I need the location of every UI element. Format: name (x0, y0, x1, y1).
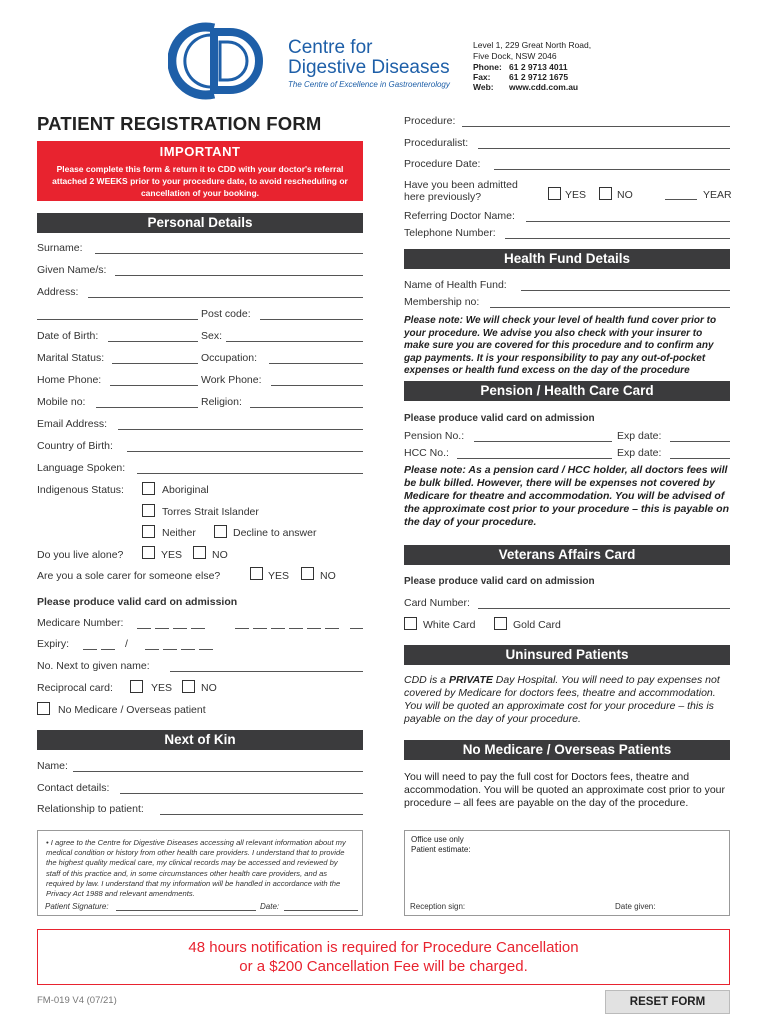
occupation-label: Occupation: (201, 352, 258, 364)
country-field[interactable] (127, 440, 363, 452)
surname-label: Surname: (37, 242, 83, 254)
sole-carer-yes-checkbox[interactable] (250, 567, 263, 580)
neither-label: Neither (162, 527, 196, 539)
reciprocal-no-checkbox[interactable] (182, 680, 195, 693)
surname-field[interactable] (95, 242, 363, 254)
consent-date-field[interactable] (284, 901, 358, 911)
religion-label: Religion: (201, 396, 242, 408)
uninsured-text: CDD is a PRIVATE Day Hospital. You will need to pay expenses not covered by Medicare for doctors fees, theatre and accommodation. You will be quoted an approximate cost for your procedure – this is payable on the day of your procedure. (404, 674, 720, 725)
membership-field[interactable] (490, 296, 730, 308)
live-alone-yes-label: YES (161, 549, 183, 561)
hcc-exp-label: Exp date: (617, 447, 662, 459)
health-fund-note: Please note: We will check your level of health fund cover prior to your procedure. We advise you also check with your insurer to make sure you are covered for this procedure and to confirm any gap payments. It is your responsibility to pay any out-of-pocket expenses or health fund excess on the day of the procedure (404, 315, 717, 376)
pension-no-label: Pension No.: (404, 430, 465, 442)
reciprocal-no-label: NO (201, 682, 217, 694)
sex-field[interactable] (226, 330, 363, 342)
expiry-month-2[interactable] (101, 638, 115, 650)
medicare-digit-6[interactable] (253, 617, 267, 629)
telephone-label: Telephone Number: (404, 227, 496, 239)
home-phone-field[interactable] (110, 374, 198, 386)
telephone-field[interactable] (505, 227, 730, 239)
dob-label: Date of Birth: (37, 330, 99, 342)
reciprocal-label: Reciprocal card: (37, 682, 113, 694)
sole-carer-no-label: NO (320, 570, 336, 582)
kin-relationship-field[interactable] (160, 803, 363, 815)
decline-label: Decline to answer (233, 527, 317, 539)
privacy-consent-box: • I agree to the Centre for Digestive Diseases accessing all relevant information about my medical condition or history from other health care providers. I understand that to provide the highest quality medical care, my clinical records may be accessed and reviewed by staff of this practice and, in some circumstances other health care providers, and as required by law. I understand that my information will be handled in accordance with the Privacy Act 1988 and relevant amendments. (37, 830, 363, 916)
admitted-year-field[interactable] (665, 188, 697, 200)
referring-doctor-label: Referring Doctor Name: (404, 210, 515, 222)
no-medicare-checkbox[interactable] (37, 702, 50, 715)
admitted-question: Have you been admitted (404, 179, 518, 191)
date-given-label: Date given: (615, 902, 656, 911)
given-names-label: Given Name/s: (37, 264, 107, 276)
phone-number: 61 2 9713 4011 (509, 62, 568, 72)
hcc-no-label: HCC No.: (404, 447, 449, 459)
kin-name-field[interactable] (73, 760, 363, 772)
uninsured-header: Uninsured Patients (404, 645, 730, 665)
procedure-label: Procedure: (404, 115, 456, 127)
marital-status-field[interactable] (112, 352, 198, 364)
expiry-year-3[interactable] (181, 638, 195, 650)
reset-form-button[interactable]: RESET FORM (605, 990, 730, 1014)
torres-label: Torres Strait Islander (162, 506, 259, 518)
kin-relationship-label: Relationship to patient: (37, 803, 144, 815)
medicare-number-label: Medicare Number: (37, 617, 124, 629)
mobile-label: Mobile no: (37, 396, 86, 408)
fax-number: 61 2 9712 1675 (509, 72, 569, 82)
clinic-address: Level 1, 229 Great North Road, Five Dock, NSW 2046 (473, 40, 592, 61)
expiry-label: Expiry: (37, 638, 70, 650)
brand-name-line2: Digestive Diseases (288, 57, 450, 78)
admitted-yes-label: YES (565, 189, 587, 201)
admitted-yes-checkbox[interactable] (548, 187, 561, 200)
hcc-no-field[interactable] (457, 447, 612, 459)
sole-carer-no-checkbox[interactable] (301, 567, 314, 580)
admitted-no-label: NO (617, 189, 633, 201)
health-fund-name-field[interactable] (521, 279, 730, 291)
pension-valid-card-note: Please produce valid card on admission (404, 413, 595, 424)
medicare-digit-7[interactable] (271, 617, 285, 629)
neither-checkbox[interactable] (142, 525, 155, 538)
website-link[interactable]: www.cdd.com.au (509, 82, 579, 92)
reciprocal-yes-label: YES (151, 682, 173, 694)
aboriginal-label: Aboriginal (162, 484, 209, 496)
email-field[interactable] (118, 418, 363, 430)
clinic-contact: Phone: 61 2 9713 4011 Fax: 61 2 9712 1675 Web: www.cdd.com.au (473, 62, 579, 92)
admitted-question-2: here previously? (404, 191, 482, 203)
address-field[interactable] (88, 286, 363, 298)
white-card-checkbox[interactable] (404, 617, 417, 630)
signature-label: Patient Signature: (45, 902, 109, 911)
mobile-field[interactable] (96, 396, 198, 408)
language-label: Language Spoken: (37, 462, 126, 474)
expiry-year-2[interactable] (163, 638, 177, 650)
expiry-separator: / (125, 638, 128, 650)
given-names-field[interactable] (115, 264, 363, 276)
address-field-line2[interactable] (37, 308, 198, 320)
hcc-exp-field[interactable] (670, 447, 730, 459)
admitted-year-label: YEAR (703, 189, 732, 201)
language-field[interactable] (137, 462, 363, 474)
brand-name-line1: Centre for (288, 37, 373, 58)
work-phone-field[interactable] (271, 374, 363, 386)
aboriginal-checkbox[interactable] (142, 482, 155, 495)
brand-tagline: The Centre of Excellence in Gastroenterology (288, 80, 450, 89)
address-label: Address: (37, 286, 79, 298)
next-of-kin-header: Next of Kin (37, 730, 363, 750)
referring-doctor-field[interactable] (526, 210, 730, 222)
office-use-title: Office use only (411, 835, 464, 844)
personal-details-header: Personal Details (37, 213, 363, 233)
live-alone-label: Do you live alone? (37, 549, 124, 561)
cdd-logo-icon (168, 22, 280, 100)
kin-contact-field[interactable] (120, 782, 363, 794)
important-notice: IMPORTANT Please complete this form & return it to CDD with your doctor's referral attached 2 WEEKS prior to your procedure date, to avoid rescheduling or cancellation of your booking. (37, 141, 363, 201)
veterans-valid-card-note: Please produce valid card on admission (404, 576, 595, 587)
next-to-name-field[interactable] (170, 660, 363, 672)
white-card-label: White Card (423, 619, 476, 631)
pension-header: Pension / Health Care Card (404, 381, 730, 401)
page-title: PATIENT REGISTRATION FORM (37, 113, 322, 134)
membership-label: Membership no: (404, 296, 480, 308)
sole-carer-yes-label: YES (268, 570, 290, 582)
procedure-date-field[interactable] (494, 158, 730, 170)
pension-exp-field[interactable] (670, 430, 730, 442)
gold-card-label: Gold Card (513, 619, 561, 631)
expiry-year-1[interactable] (145, 638, 159, 650)
medicare-digit-8[interactable] (289, 617, 303, 629)
reception-sign-label: Reception sign: (410, 902, 466, 911)
kin-contact-label: Contact details: (37, 782, 110, 794)
post-code-label: Post code: (201, 308, 251, 320)
expiry-year-4[interactable] (199, 638, 213, 650)
signature-field[interactable] (116, 901, 256, 911)
no-medicare-header: No Medicare / Overseas Patients (404, 740, 730, 760)
veterans-card-number-field[interactable] (478, 597, 730, 609)
occupation-field[interactable] (269, 352, 363, 364)
medicare-digit-11[interactable] (350, 617, 363, 629)
medicare-digit-4[interactable] (191, 617, 205, 629)
medicare-digit-5[interactable] (235, 617, 249, 629)
torres-checkbox[interactable] (142, 504, 155, 517)
next-to-name-label: No. Next to given name: (37, 660, 150, 672)
medicare-digit-1[interactable] (137, 617, 151, 629)
work-phone-label: Work Phone: (201, 374, 262, 386)
reciprocal-yes-checkbox[interactable] (130, 680, 143, 693)
sex-label: Sex: (201, 330, 223, 342)
country-label: Country of Birth: (37, 440, 113, 452)
medicare-digit-9[interactable] (307, 617, 321, 629)
medicare-digit-10[interactable] (325, 617, 339, 629)
post-code-field[interactable] (260, 308, 363, 320)
decline-checkbox[interactable] (214, 525, 227, 538)
health-fund-header: Health Fund Details (404, 249, 730, 269)
religion-field[interactable] (250, 396, 363, 408)
gold-card-checkbox[interactable] (494, 617, 507, 630)
dob-field[interactable] (108, 330, 198, 342)
veterans-header: Veterans Affairs Card (404, 545, 730, 565)
proceduralist-field[interactable] (478, 137, 730, 149)
consent-date-label: Date: (260, 902, 280, 911)
admitted-no-checkbox[interactable] (599, 187, 612, 200)
medicare-digit-2[interactable] (155, 617, 169, 629)
proceduralist-label: Proceduralist: (404, 137, 469, 149)
live-alone-no-checkbox[interactable] (193, 546, 206, 559)
procedure-field[interactable] (462, 115, 730, 127)
pension-no-field[interactable] (474, 430, 612, 442)
expiry-month-1[interactable] (83, 638, 97, 650)
live-alone-yes-checkbox[interactable] (142, 546, 155, 559)
live-alone-no-label: NO (212, 549, 228, 561)
veterans-card-number-label: Card Number: (404, 597, 470, 609)
form-code: FM-019 V4 (07/21) (37, 995, 117, 1006)
medicare-valid-card-note: Please produce valid card on admission (37, 596, 238, 608)
no-medicare-text: You will need to pay the full cost for Doctors fees, theatre and accommodation. You will be quoted an approximate cost prior to your procedure – all fees are payable on the day of the procedure. (404, 771, 726, 809)
health-fund-name-label: Name of Health Fund: (404, 279, 507, 291)
email-label: Email Address: (37, 418, 108, 430)
pension-note: Please note: As a pension card / HCC holder, all doctors fees will be bulk billed. However, there will be expenses not covered by Medicare for theatre and accommodation. You will be advised of the approximate cost prior to your procedure – this is payable on the day of your procedure. (404, 464, 729, 528)
patient-estimate-label: Patient estimate: (411, 845, 471, 854)
marital-status-label: Marital Status: (37, 352, 105, 364)
cancellation-notice: 48 hours notification is required for Procedure Cancellation or a $200 Cancellation Fee will be charged. (37, 929, 730, 985)
pension-exp-label: Exp date: (617, 430, 662, 442)
medicare-digit-3[interactable] (173, 617, 187, 629)
no-medicare-label: No Medicare / Overseas patient (58, 704, 206, 716)
procedure-date-label: Procedure Date: (404, 158, 481, 170)
kin-name-label: Name: (37, 760, 68, 772)
indigenous-label: Indigenous Status: (37, 484, 124, 496)
home-phone-label: Home Phone: (37, 374, 102, 386)
sole-carer-label: Are you a sole carer for someone else? (37, 570, 221, 582)
